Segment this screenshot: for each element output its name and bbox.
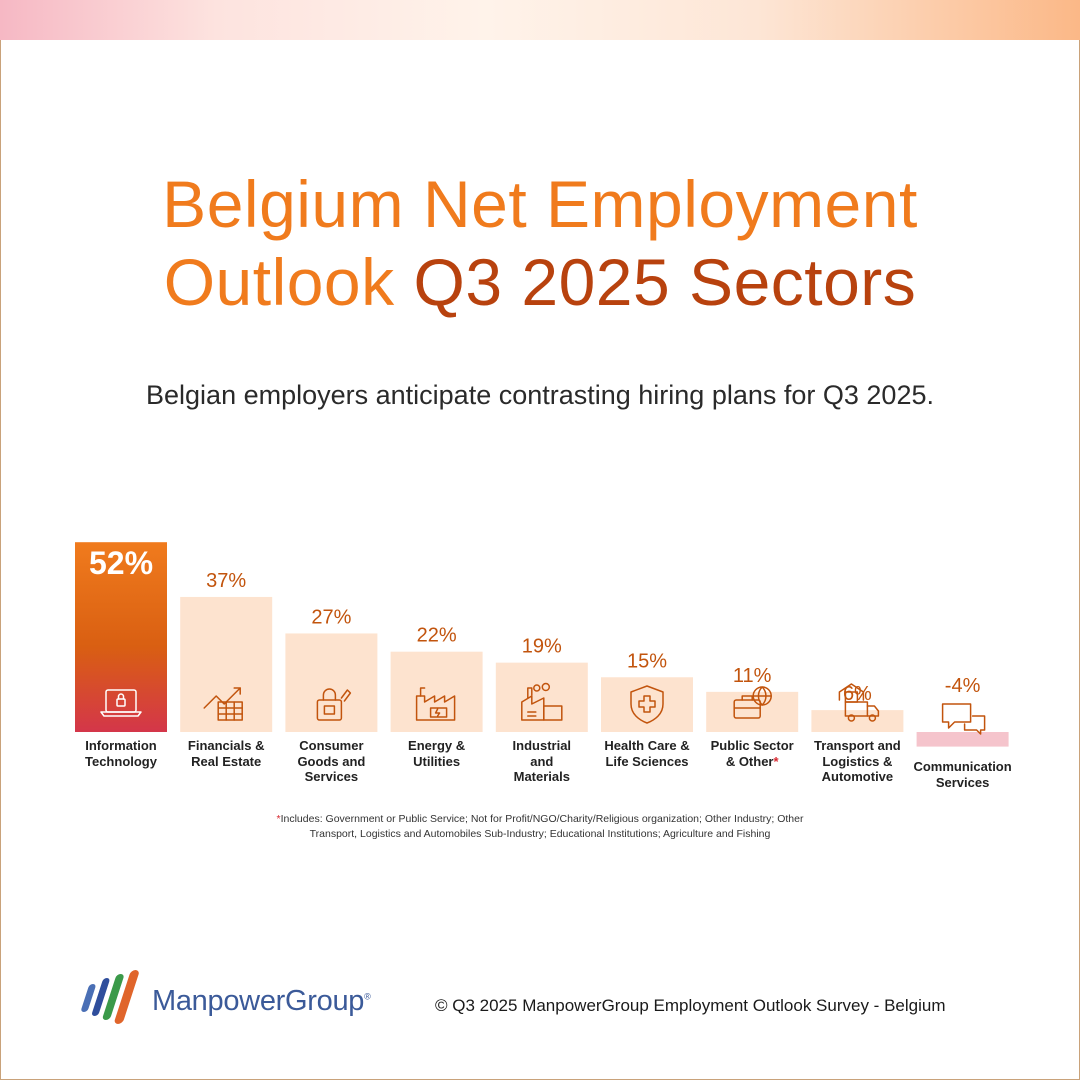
title-line-1: Belgium Net Employment (162, 167, 918, 241)
category-label-consumer-goods-and-services: Consumer Goods and Services (297, 738, 366, 784)
value-label-public-sector-other: 11% (732, 664, 772, 687)
category-label-transport-and-logistics-automotive: Transport and Logistics & Automotive (814, 738, 901, 784)
logo-wordmark (152, 985, 370, 1018)
category-label-energy-utilities: Energy & Utilities (408, 738, 466, 769)
category-label-public-sector-other: Public Sector & Other* (710, 738, 794, 769)
footnote (0, 812, 1080, 842)
footnote-line-2: Transport, Logistics and Automobiles Sub-Industry; Educational Institutions; Agriculture and Fishing (309, 828, 771, 840)
value-label-industrial-and-materials: 19% (521, 635, 562, 658)
chat-bubbles-icon (943, 704, 985, 734)
bar-communication-services (917, 732, 1009, 747)
category-label-information-technology: Information Technology (85, 738, 157, 769)
bar-consumer-goods-and-services (285, 633, 377, 732)
bar-transport-and-logistics-automotive (811, 710, 903, 732)
subtitle: Belgian employers anticipate contrasting hiring plans for Q3 2025. (146, 380, 934, 410)
footnote-line-1 (0, 812, 1080, 827)
logo-text: ManpowerGroup (152, 985, 365, 1017)
value-label-transport-and-logistics-automotive: 6% (842, 683, 872, 706)
category-label-communication-services: Communication Services (913, 759, 1012, 790)
category-label-financials-real-estate: Financials & Real Estate (187, 738, 265, 769)
value-label-financials-real-estate: 37% (206, 569, 247, 592)
bar-industrial-and-materials (496, 663, 588, 732)
category-label-industrial-and-materials: Industrial and Materials (512, 738, 572, 784)
title-line-2 (0, 243, 1080, 321)
value-label-information-technology: 52% (88, 545, 154, 582)
category-label-health-care-life-sciences: Health Care & Life Sciences (604, 738, 690, 769)
manpowergroup-logo-mark (80, 970, 146, 1026)
top-gradient-band (0, 0, 1080, 40)
title-quarter-sectors: Q3 2025 Sectors (413, 245, 917, 319)
registered-mark: ® (364, 991, 371, 1002)
footnote-asterisk: * (276, 813, 281, 825)
copyright-notice: © Q3 2025 ManpowerGroup Employment Outlook Survey - Belgium (435, 996, 946, 1015)
title-outlook: Outlook (163, 245, 395, 319)
footnote-text-1: Includes: Government or Public Service; Not for Profit/NGO/Charity/Religious organization; Other Industry; Other (280, 813, 804, 825)
value-label-energy-utilities: 22% (416, 624, 457, 647)
page-title (0, 165, 1080, 321)
value-label-consumer-goods-and-services: 27% (311, 606, 352, 629)
value-label-health-care-life-sciences: 15% (626, 650, 668, 673)
value-label-communication-services: -4% (944, 675, 981, 697)
